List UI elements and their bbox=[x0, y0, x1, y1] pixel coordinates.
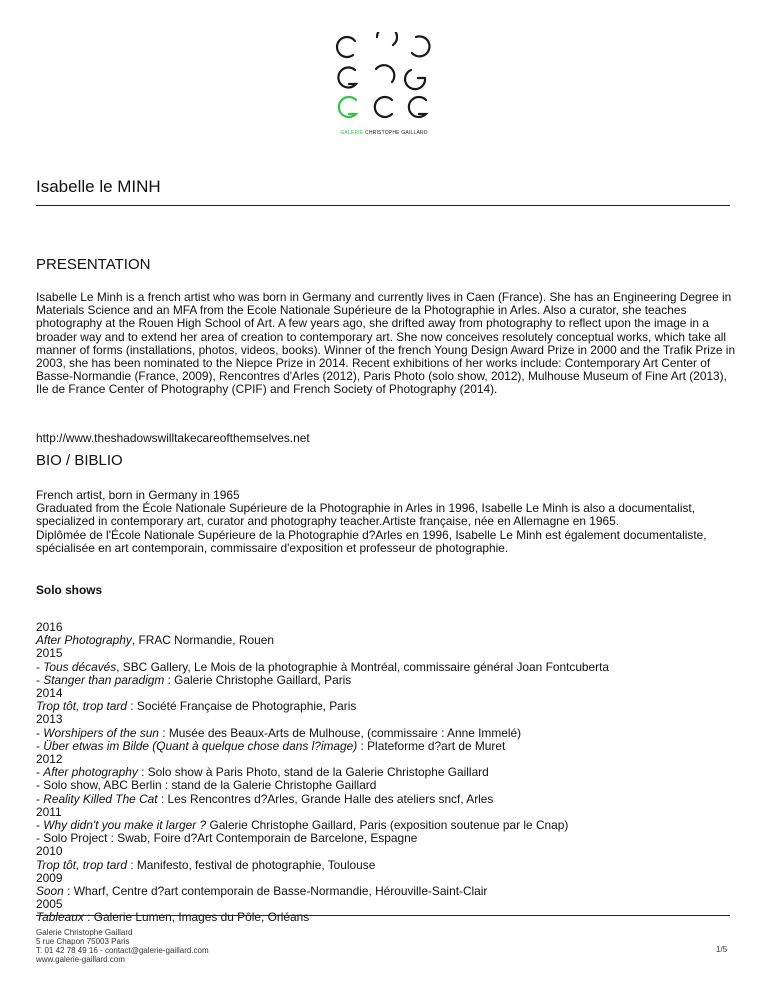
gallery-logo bbox=[332, 32, 436, 142]
show-entry-detail: Solo show, ABC Berlin : stand de la Galerie Christophe Gaillard bbox=[43, 778, 377, 793]
show-entry-detail: 2005 bbox=[36, 897, 63, 912]
show-entry bbox=[36, 634, 736, 647]
footer-divider bbox=[36, 915, 730, 916]
show-entry-detail: Galerie Christophe Gaillard, Paris (exposition soutenue par le Cnap) bbox=[206, 818, 569, 833]
show-entry-detail: 2010 bbox=[36, 844, 63, 859]
title-divider bbox=[36, 205, 730, 206]
show-entry-title: Reality Killed The Cat bbox=[43, 791, 158, 806]
show-entry bbox=[36, 700, 736, 713]
show-entry-title: Stanger than paradigm bbox=[43, 672, 165, 687]
show-entry-detail: : Galerie Lumen, Images du Pôle, Orléans bbox=[83, 910, 310, 925]
logo-wordmark bbox=[332, 130, 436, 136]
bio-text bbox=[36, 489, 736, 555]
show-entry-detail: Solo Project : Swab, Foire d?Art Contemporain de Barcelone, Espagne bbox=[43, 831, 418, 846]
show-entry bbox=[36, 859, 736, 872]
show-entry-detail: 2013 bbox=[36, 712, 63, 727]
footer-line: www.galerie-gaillard.com bbox=[36, 955, 125, 964]
show-entry-prefix: - bbox=[36, 672, 44, 687]
footer-address bbox=[36, 928, 209, 964]
page-number: 1/5 bbox=[716, 945, 728, 954]
logo-wordmark-name: CHRISTOPHE GAILLARD bbox=[365, 130, 428, 136]
show-entry-title: Über etwas im Bilde (Quant à quelque chose dans l?image) bbox=[43, 738, 358, 753]
show-entry-detail: : Solo show à Paris Photo, stand de la Galerie Christophe Gaillard bbox=[137, 765, 489, 780]
show-entry bbox=[36, 793, 736, 806]
show-entry-detail: , FRAC Normandie, Rouen bbox=[131, 633, 274, 648]
show-entry bbox=[36, 674, 736, 687]
presentation-text: Isabelle Le Minh is a french artist who was born in Germany and currently lives in Caen (France). She has an Engineering Degree in Materials Science and an MFA from the Ecole Nationale Supérieure de la Photographie in Arles. Also a curator, she teaches photography at the Rouen High School of Art. A few years ago, she drifted away from photography to reflect upon the image in a broader way and to extend her area of creation to contemporary art. She now conceives resolutely conceptual works, which take all manner of forms (installations, photos, videos, books). Winner of the french Young Design Award Prize in 2000 and the Trafik Prize in 2003, she has been nominated to the Niepce Prize in 2014. Recent exhibitions of her works include: Contemporary Art Center of Basse-Normandie (France, 2009), Rencontres d'Arles (2012), Paris Photo (solo show, 2012), Mulhouse Museum of Fine Art (2013), Ile de France Center of Photography (CPIF) and French Society of Photography (2014). bbox=[36, 290, 736, 397]
show-entry-detail: : Wharf, Centre d?art contemporain de Basse-Normandie, Hérouville-Saint-Clair bbox=[63, 884, 488, 899]
show-entry-prefix: - bbox=[36, 765, 44, 780]
show-entry bbox=[36, 740, 736, 753]
show-entry-detail: : Les Rencontres d?Arles, Grande Halle des ateliers sncf, Arles bbox=[157, 791, 494, 806]
show-entry-detail: : Plateforme d?art de Muret bbox=[357, 738, 506, 753]
show-entry-detail: 2012 bbox=[36, 752, 63, 767]
show-entry-title: Soon bbox=[36, 884, 64, 899]
logo-mark-icon bbox=[332, 32, 436, 132]
show-entry-title: Worshipers of the sun bbox=[43, 725, 159, 740]
show-entry-title: Tous décavés bbox=[43, 659, 117, 674]
show-entry-detail: : Société Française de Photographie, Paris bbox=[126, 699, 357, 714]
show-entry-detail: : Musée des Beaux-Arts de Mulhouse, (commissaire : Anne Immelé) bbox=[158, 725, 522, 740]
show-entry-detail: 2011 bbox=[36, 804, 62, 819]
bio-heading: BIO / BIBLIO bbox=[36, 452, 123, 469]
solo-shows-list bbox=[36, 621, 736, 925]
show-entry bbox=[36, 911, 736, 924]
presentation-heading: PRESENTATION bbox=[36, 256, 151, 273]
footer-line: Galerie Christophe Gaillard bbox=[36, 928, 133, 937]
show-entry-title: Tableaux bbox=[36, 910, 84, 925]
show-entry-title: After photography bbox=[43, 765, 138, 780]
solo-shows-heading: Solo shows bbox=[36, 583, 103, 597]
show-entry-title: Trop tôt, trop tard bbox=[36, 857, 127, 872]
show-entry-detail: : Manifesto, festival de photographie, Toulouse bbox=[126, 857, 376, 872]
show-entry-prefix: - bbox=[36, 659, 44, 674]
show-entry-detail: : Galerie Christophe Gaillard, Paris bbox=[164, 672, 352, 687]
artist-website-link[interactable]: http://www.theshadowswilltakecareofthemselves.net bbox=[36, 431, 310, 445]
show-entry-prefix: - bbox=[36, 738, 44, 753]
artist-name: Isabelle le MINH bbox=[36, 177, 161, 196]
footer-line: T. 01 42 78 49 16 - contact@galerie-gaillard.com bbox=[36, 946, 209, 955]
show-entry-detail: 2015 bbox=[36, 646, 63, 661]
show-entry-title: Trop tôt, trop tard bbox=[36, 699, 127, 714]
show-entry-prefix: - bbox=[36, 818, 44, 833]
footer-line: 5 rue Chapon 75003 Paris bbox=[36, 937, 130, 946]
bio-line: Graduated from the École Nationale Supérieure de la Photographie in Arles in 1996, Isabelle Le Minh is also a documentalist, specialized in contemporary art, curator and photography teacher.Artiste française, née en Allemagne en 1965. bbox=[36, 501, 696, 529]
show-entry-detail: 2014 bbox=[36, 686, 63, 701]
show-entry-detail: , SBC Gallery, Le Mois de la photographie à Montréal, commissaire général Joan Fontcuberta bbox=[116, 659, 610, 674]
bio-line: French artist, born in Germany in 1965 bbox=[36, 488, 240, 502]
show-entry-title: After Photography bbox=[36, 633, 132, 648]
show-entry bbox=[36, 832, 736, 845]
show-entry-detail: 2009 bbox=[36, 870, 63, 885]
show-entry-prefix: - bbox=[36, 831, 44, 846]
show-entry-detail: 2016 bbox=[36, 620, 63, 634]
show-entry-title: Why didn't you make it larger ? bbox=[43, 818, 207, 833]
show-entry-prefix: - bbox=[36, 778, 44, 793]
show-entry-prefix: - bbox=[36, 725, 44, 740]
show-entry bbox=[36, 885, 736, 898]
show-entry-prefix: - bbox=[36, 791, 44, 806]
logo-wordmark-galerie: GALERIE bbox=[340, 130, 364, 136]
bio-line: Diplômée de l'École Nationale Supérieure de la Photographie d?Arles en 1996, Isabelle Le Minh est également documentaliste, spécialisée en art contemporain, commissaire d'exposition et professeur de photographie. bbox=[36, 527, 707, 555]
